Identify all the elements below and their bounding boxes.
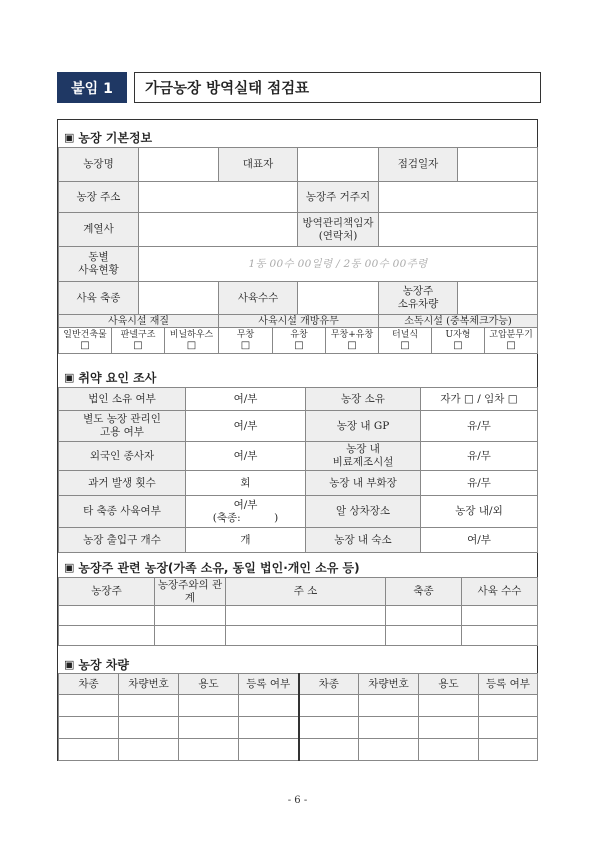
input-species[interactable] — [139, 282, 219, 315]
option-windowless[interactable]: 무창 □ — [219, 328, 273, 354]
label-corporate-owned: 법인 소유 여부 — [59, 388, 186, 411]
section-bullet-icon: ▣ — [64, 658, 75, 671]
header-registered: 등록 여부 — [479, 674, 538, 695]
label-facility-material: 사육시설 재질 — [59, 315, 219, 328]
section-bullet-icon: ▣ — [64, 371, 75, 384]
label-farm-ownership: 농장 소유 — [306, 388, 421, 411]
header-registered: 등록 여부 — [239, 674, 299, 695]
document-header — [57, 72, 541, 103]
checkbox-icon[interactable]: □ — [186, 340, 197, 351]
value-farm-lodging[interactable]: 여/부 — [421, 528, 538, 553]
header-plate-number: 차량번호 — [119, 674, 179, 695]
section-related-farms-title: ▣ 농장주 관련 농장(가족 소유, 동일 법인·개인 소유 등) — [64, 561, 360, 575]
option-panel[interactable]: 판넬구조 □ — [112, 328, 165, 354]
facility-table — [58, 314, 538, 354]
option-windowed[interactable]: 유창 □ — [273, 328, 326, 354]
input-farm-address[interactable] — [139, 182, 298, 213]
label-representative: 대표자 — [219, 148, 298, 182]
input-owner-address[interactable] — [379, 182, 538, 213]
input-inspection-date[interactable] — [458, 148, 538, 182]
section-basic-info-title: ▣ 농장 기본정보 — [64, 131, 153, 145]
option-tunnel[interactable]: 터널식 □ — [379, 328, 432, 354]
label-affiliate: 계열사 — [59, 213, 139, 247]
table-row — [59, 717, 538, 739]
label-farm-gp: 농장 내 GP — [306, 411, 421, 442]
input-farm-name[interactable] — [139, 148, 219, 182]
header-vehicle-type: 차종 — [299, 674, 359, 695]
section-bullet-icon: ▣ — [64, 561, 75, 574]
value-fertilizer-facility[interactable]: 유/무 — [421, 442, 538, 471]
checkbox-icon[interactable]: □ — [133, 340, 143, 351]
label-egg-loading: 알 상차장소 — [306, 496, 421, 528]
vulnerability-table — [58, 387, 538, 553]
label-farm-address: 농장 주소 — [59, 182, 139, 213]
value-foreign-workers[interactable]: 여/부 — [186, 442, 306, 471]
value-egg-loading[interactable]: 농장 내/외 — [421, 496, 538, 528]
input-head-count[interactable] — [298, 282, 379, 315]
option-vinyl-house[interactable]: 비닐하우스 □ — [165, 328, 219, 354]
option-u-type[interactable]: U자형 □ — [432, 328, 485, 354]
checkbox-icon[interactable]: □ — [347, 340, 357, 351]
basic-info-table — [58, 147, 538, 315]
header-relation: 농장주와의 관계 — [155, 578, 226, 606]
input-disease-manager[interactable] — [379, 213, 538, 247]
label-facility-open: 사육시설 개방유무 — [219, 315, 379, 328]
label-owner-vehicle: 농장주 소유차량 — [379, 282, 458, 315]
label-building-status: 동별 사육현황 — [59, 247, 139, 282]
label-entrance-count: 농장 출입구 개수 — [59, 528, 186, 553]
input-affiliate[interactable] — [139, 213, 298, 247]
label-farm-name: 농장명 — [59, 148, 139, 182]
value-hatchery[interactable]: 유/무 — [421, 471, 538, 496]
related-farms-table — [58, 577, 538, 646]
input-owner-vehicle[interactable] — [458, 282, 538, 315]
label-disinfection: 소독시설 (중복체크가능) — [379, 315, 538, 328]
page-number: - 6 - — [287, 795, 308, 806]
header-vehicle-type: 차종 — [59, 674, 119, 695]
header-owner: 농장주 — [59, 578, 155, 606]
section-vehicles-title: ▣ 농장 차량 — [64, 658, 129, 672]
checkbox-icon[interactable]: □ — [80, 340, 90, 351]
section-vulnerability-title: ▣ 취약 요인 조사 — [64, 371, 157, 385]
value-farm-ownership[interactable]: 자가 □ / 임차 □ — [421, 388, 538, 411]
label-separate-manager: 별도 농장 관리인 고용 여부 — [59, 411, 186, 442]
option-mixed[interactable]: 무창+유창 □ — [326, 328, 379, 354]
table-row — [59, 739, 538, 761]
label-inspection-date: 점검일자 — [379, 148, 458, 182]
table-row — [59, 695, 538, 717]
input-building-status[interactable]: 1동 00수 00일령 / 2동 00수 00주령 — [139, 247, 538, 282]
label-hatchery: 농장 내 부화장 — [306, 471, 421, 496]
checkbox-icon[interactable]: □ — [506, 340, 516, 351]
header-plate-number: 차량번호 — [359, 674, 419, 695]
option-general-building[interactable]: 일반건축물 □ — [59, 328, 112, 354]
label-foreign-workers: 외국인 종사자 — [59, 442, 186, 471]
checklist-frame — [57, 119, 538, 761]
section-bullet-icon: ▣ — [64, 131, 75, 144]
table-row — [59, 626, 538, 646]
value-entrance-count[interactable]: 개 — [186, 528, 306, 553]
option-high-pressure-sprayer[interactable]: 고압분무기 □ — [485, 328, 538, 354]
header-address: 주 소 — [226, 578, 386, 606]
table-row — [59, 606, 538, 626]
checkbox-icon[interactable]: □ — [453, 340, 463, 351]
header-purpose: 용도 — [179, 674, 239, 695]
header-head-count: 사육 수수 — [462, 578, 538, 606]
label-other-species: 타 축종 사육여부 — [59, 496, 186, 528]
input-representative[interactable] — [298, 148, 379, 182]
label-species: 사육 축종 — [59, 282, 139, 315]
attachment-badge: 붙임 1 — [57, 72, 127, 103]
document-title: 가금농장 방역실태 점검표 — [134, 72, 541, 103]
label-past-outbreaks: 과거 발생 횟수 — [59, 471, 186, 496]
label-farm-lodging: 농장 내 숙소 — [306, 528, 421, 553]
value-separate-manager[interactable]: 여/부 — [186, 411, 306, 442]
header-species: 축종 — [386, 578, 462, 606]
checkbox-icon[interactable]: □ — [240, 340, 251, 351]
vehicles-table — [58, 673, 538, 761]
label-owner-address: 농장주 거주지 — [298, 182, 379, 213]
checkbox-icon[interactable]: □ — [400, 340, 410, 351]
label-fertilizer-facility: 농장 내 비료제조시설 — [306, 442, 421, 471]
value-farm-gp[interactable]: 유/무 — [421, 411, 538, 442]
value-past-outbreaks[interactable]: 회 — [186, 471, 306, 496]
label-head-count: 사육수수 — [219, 282, 298, 315]
checkbox-icon[interactable]: □ — [294, 340, 304, 351]
label-disease-manager: 방역관리책임자 (연락처) — [298, 213, 379, 247]
value-other-species[interactable]: 여/부 (축종: ) — [186, 496, 306, 528]
value-corporate-owned[interactable]: 여/부 — [186, 388, 306, 411]
header-purpose: 용도 — [419, 674, 479, 695]
